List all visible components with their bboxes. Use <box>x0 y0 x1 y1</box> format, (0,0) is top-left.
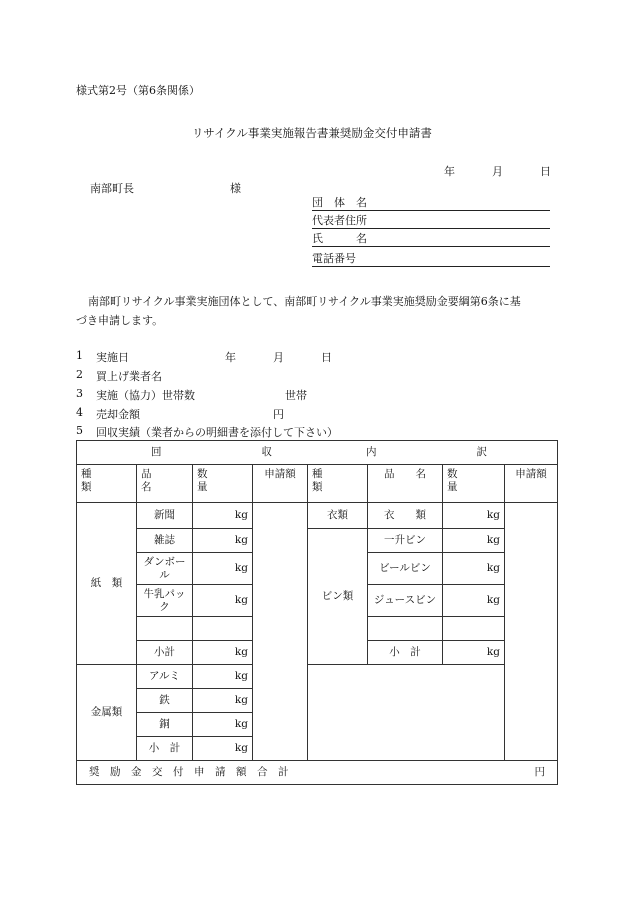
bottle-subtotal: 小 計 <box>368 641 443 665</box>
header-item: 品 名 <box>137 465 193 503</box>
header-amount-right: 申請額 <box>505 465 558 503</box>
item1-year: 年 <box>225 351 236 364</box>
item2-label: 買上げ業者名 <box>96 370 162 383</box>
qty-cell[interactable]: kg <box>443 553 505 585</box>
total-label: 奨 励 金 交 付 申 請 額 合 計 <box>89 766 289 778</box>
phone-label: 電話番号 <box>312 252 356 265</box>
qty-cell[interactable]: kg <box>443 503 505 529</box>
addressee-honorific: 様 <box>230 182 241 195</box>
qty-cell[interactable]: kg <box>193 689 253 713</box>
banner-char: 訳 <box>476 446 487 458</box>
table-row <box>77 665 558 689</box>
body-text-line1: 南部町リサイクル事業実施団体として、南部町リサイクル事業実施奨励金要綱第6条に基 <box>88 295 521 308</box>
item5-label: 回収実績（業者からの明細書を添付して下さい） <box>96 426 338 439</box>
document-title: リサイクル事業実施報告書兼奨励金交付申請書 <box>192 126 432 140</box>
bottle-item: 一升ビン <box>368 529 443 553</box>
date-month: 月 <box>492 165 503 178</box>
qty-cell[interactable]: kg <box>443 641 505 665</box>
total-cell[interactable] <box>77 761 558 785</box>
org-name-field[interactable] <box>312 194 550 211</box>
table-banner <box>77 441 558 465</box>
table-row <box>77 529 558 553</box>
rep-address-label: 代表者住所 <box>312 214 367 227</box>
metal-item: アルミ <box>137 665 193 689</box>
metal-category: 金属類 <box>77 665 137 761</box>
item3-label: 実施（協力）世帯数 <box>96 389 195 402</box>
qty-cell[interactable]: kg <box>443 529 505 553</box>
paper-metal-amount-cell[interactable] <box>253 503 308 761</box>
item1-number: 1 <box>76 349 83 362</box>
table-row <box>77 503 558 529</box>
item1-day: 日 <box>321 351 332 364</box>
phone-field[interactable] <box>312 250 550 267</box>
rep-address-field[interactable] <box>312 212 550 229</box>
qty-cell[interactable]: kg <box>193 529 253 553</box>
paper-item: 牛乳パック <box>137 585 193 617</box>
header-item-right: 品 名 <box>368 465 443 503</box>
item4-unit: 円 <box>273 408 284 421</box>
item4-number: 4 <box>76 406 83 419</box>
clothing-item: 衣 類 <box>368 503 443 529</box>
qty-cell[interactable]: kg <box>193 503 253 529</box>
paper-item: ダンボール <box>137 553 193 585</box>
paper-subtotal: 小計 <box>137 641 193 665</box>
qty-cell[interactable] <box>193 617 253 641</box>
header-qty-right: 数 量 <box>443 465 505 503</box>
header-kind-right: 種 類 <box>308 465 368 503</box>
bottle-item: ビールビン <box>368 553 443 585</box>
header-qty: 数 量 <box>193 465 253 503</box>
banner-char: 回 <box>151 446 162 458</box>
qty-cell[interactable]: kg <box>193 641 253 665</box>
date-day: 日 <box>540 165 551 178</box>
item1-label: 実施日 <box>96 351 129 364</box>
qty-cell[interactable]: kg <box>193 553 253 585</box>
addressee-name: 南部町長 <box>90 182 134 195</box>
metal-item: 鉄 <box>137 689 193 713</box>
qty-cell[interactable]: kg <box>193 713 253 737</box>
header-row <box>77 465 558 503</box>
name-field[interactable] <box>312 230 550 247</box>
item5-number: 5 <box>76 424 83 437</box>
clothing-category: 衣類 <box>308 503 368 529</box>
paper-item: 雑誌 <box>137 529 193 553</box>
header-amount: 申請額 <box>253 465 308 503</box>
body-text-line2: づき申請します。 <box>76 314 164 327</box>
total-row <box>77 761 558 785</box>
bottle-category: ビン類 <box>308 529 368 665</box>
form-number: 様式第2号（第6条関係） <box>76 84 200 97</box>
item1-month: 月 <box>273 351 284 364</box>
blank-area <box>308 665 505 761</box>
name-label: 氏 名 <box>312 232 367 245</box>
item3-unit: 世帯 <box>285 389 307 402</box>
banner-char: 収 <box>261 446 272 458</box>
qty-cell[interactable]: kg <box>193 665 253 689</box>
item4-label: 売却金額 <box>96 408 140 421</box>
date-year: 年 <box>444 165 455 178</box>
header-kind: 種 類 <box>77 465 137 503</box>
org-name-label: 団 体 名 <box>312 196 367 209</box>
qty-cell[interactable]: kg <box>193 585 253 617</box>
metal-subtotal: 小 計 <box>137 737 193 761</box>
banner-char: 内 <box>366 446 377 458</box>
metal-item: 銅 <box>137 713 193 737</box>
paper-category: 紙 類 <box>77 503 137 665</box>
paper-item-blank[interactable] <box>137 617 193 641</box>
item2-number: 2 <box>76 368 83 381</box>
collection-table <box>76 440 558 785</box>
right-amount-cell[interactable] <box>505 503 558 761</box>
total-unit: 円 <box>534 766 545 778</box>
qty-cell[interactable]: kg <box>443 585 505 617</box>
bottle-item: ジュースビン <box>368 585 443 617</box>
qty-cell[interactable]: kg <box>193 737 253 761</box>
bottle-item-blank[interactable] <box>368 617 443 641</box>
qty-cell[interactable] <box>443 617 505 641</box>
item3-number: 3 <box>76 387 83 400</box>
paper-item: 新聞 <box>137 503 193 529</box>
